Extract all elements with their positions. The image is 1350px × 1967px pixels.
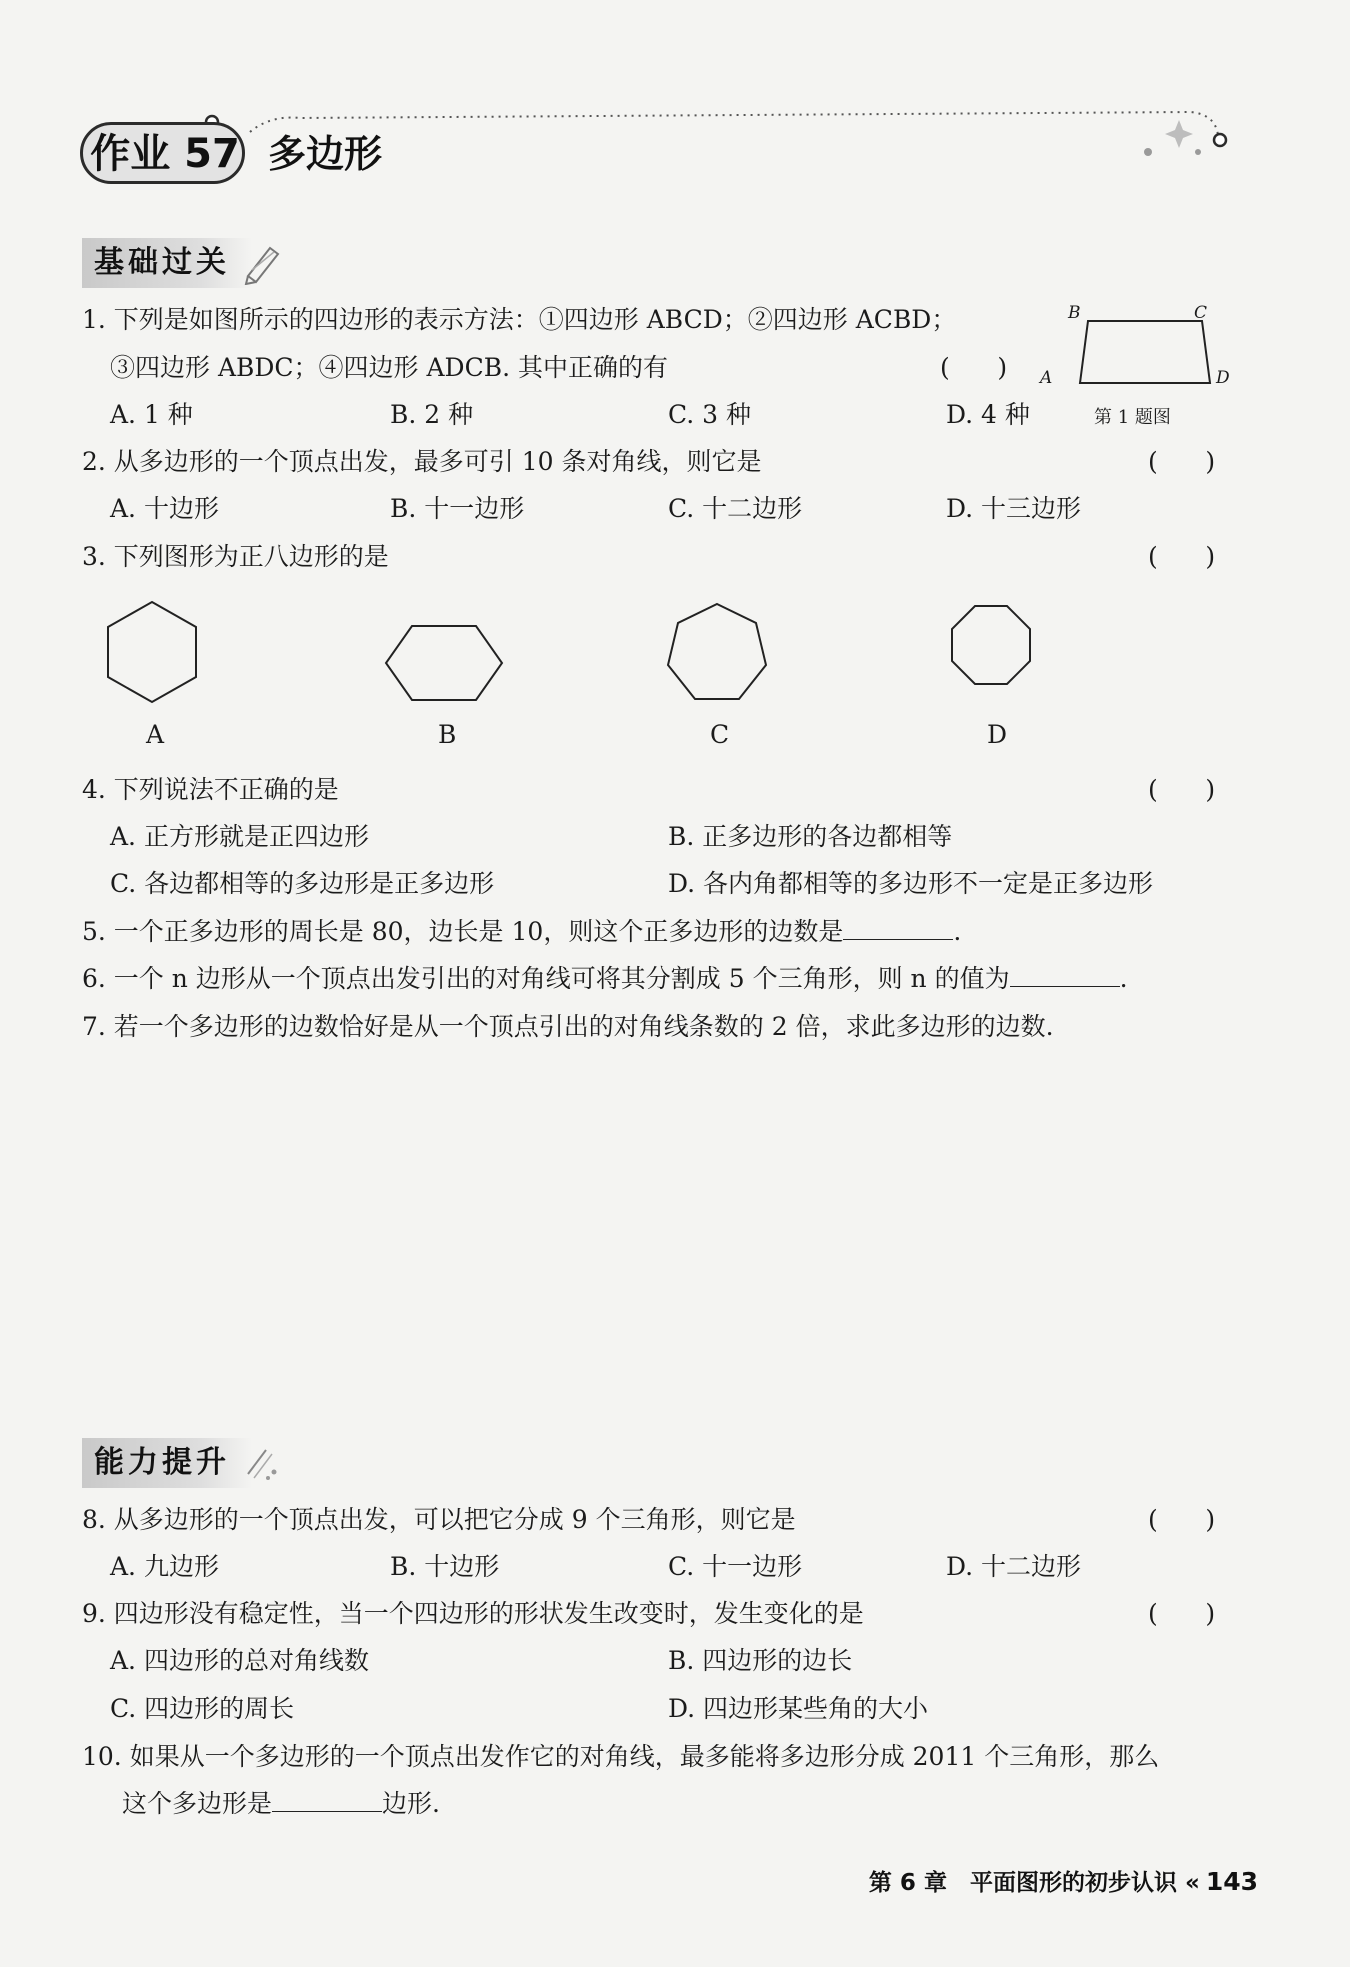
- q2-option-b: B. 十一边形: [390, 494, 525, 523]
- q6-text: 6. 一个 n 边形从一个顶点出发引出的对角线可将其分割成 5 个三角形，则 n 的值为: [82, 964, 1010, 993]
- q6-answer-blank[interactable]: [1010, 962, 1120, 987]
- q5-text: 5. 一个正多边形的周长是 80，边长是 10，则这个正多边形的边数是: [82, 917, 844, 946]
- q1-answer-paren: ( ): [940, 353, 1008, 382]
- q7-text: 7. 若一个多边形的边数恰好是从一个顶点引出的对角线条数的 2 倍，求此多边形的边数.: [82, 1012, 1054, 1041]
- q2-option-d: D. 十三边形: [946, 494, 1082, 523]
- q3-label-d: D: [987, 720, 1008, 749]
- q4-option-c: C. 各边都相等的多边形是正多边形: [110, 869, 495, 898]
- q4-text: 4. 下列说法不正确的是: [82, 775, 339, 804]
- q3-label-b: B: [438, 720, 457, 749]
- q8-option-b: B. 十边形: [390, 1552, 500, 1581]
- q1-option-c: C. 3 种: [668, 400, 751, 429]
- q2-option-a: A. 十边形: [110, 494, 219, 523]
- q3-label-c: C: [710, 720, 730, 749]
- q6-end: .: [1119, 964, 1128, 993]
- q1-option-d: D. 4 种: [946, 400, 1030, 429]
- q2-option-c: C. 十二边形: [668, 494, 803, 523]
- q9-text: 9. 四边形没有稳定性，当一个四边形的形状发生改变时，发生变化的是: [82, 1599, 864, 1628]
- q3-answer-paren: ( ): [1148, 542, 1216, 571]
- q5-line: [82, 915, 961, 949]
- assignment-label: 作业 57: [90, 131, 240, 177]
- q4-answer-paren: ( ): [1148, 775, 1216, 804]
- q9-option-c: C. 四边形的周长: [110, 1694, 295, 1723]
- q10-text-pre: 这个多边形是: [122, 1789, 273, 1818]
- page-title: 多边形: [268, 132, 383, 176]
- q3-heptagon-c: [668, 604, 766, 699]
- q1-option-b: B. 2 种: [390, 400, 474, 429]
- page-footer: [869, 1862, 1258, 1902]
- section-basic: 基础过关: [82, 238, 252, 288]
- q4-option-d: D. 各内角都相等的多边形不一定是正多边形: [668, 869, 1154, 898]
- q8-option-c: C. 十一边形: [668, 1552, 803, 1581]
- q10-text-post: 边形.: [382, 1789, 440, 1818]
- q5-answer-blank[interactable]: [843, 915, 953, 940]
- q2-answer-paren: ( ): [1148, 447, 1216, 476]
- q8-option-d: D. 十二边形: [946, 1552, 1082, 1581]
- section-advanced: 能力提升: [82, 1438, 252, 1488]
- q1-point-d: D: [1216, 368, 1230, 388]
- q2-text: 2. 从多边形的一个顶点出发，最多可引 10 条对角线，则它是: [82, 447, 762, 476]
- q5-end: .: [953, 917, 962, 946]
- q3-hexagon-b: [386, 626, 502, 700]
- q6-line: [82, 962, 1128, 996]
- q3-octagon-d: [952, 606, 1030, 684]
- q10-text-line1: 10. 如果从一个多边形的一个顶点出发作它的对角线，最多能将多边形分成 2011 个三角形，那么: [82, 1742, 1160, 1771]
- q10-line2: [122, 1787, 440, 1821]
- q9-option-a: A. 四边形的总对角线数: [110, 1646, 369, 1675]
- q8-text: 8. 从多边形的一个顶点出发，可以把它分成 9 个三角形，则它是: [82, 1505, 796, 1534]
- q9-answer-paren: ( ): [1148, 1599, 1216, 1628]
- q9-option-b: B. 四边形的边长: [668, 1646, 853, 1675]
- q10-answer-blank[interactable]: [272, 1787, 382, 1812]
- q3-label-a: A: [146, 720, 165, 749]
- q1-figure-caption: 第 1 题图: [1094, 407, 1171, 428]
- q3-polygon-figures: [0, 590, 1350, 720]
- q1-text-line1: 1. 下列是如图所示的四边形的表示方法：①四边形 ABCD；②四边形 ACBD；: [82, 305, 957, 334]
- q4-option-a: A. 正方形就是正四边形: [110, 822, 369, 851]
- q1-point-b: B: [1068, 303, 1081, 323]
- q1-point-c: C: [1194, 303, 1208, 323]
- q3-text: 3. 下列图形为正八边形的是: [82, 542, 389, 571]
- q1-text-line2: ③四边形 ABDC；④四边形 ADCB. 其中正确的有: [110, 353, 668, 382]
- sparkle-icon: [238, 1440, 283, 1485]
- q3-hexagon-a: [108, 602, 196, 702]
- page-number: 143: [1205, 1867, 1258, 1896]
- q9-option-d: D. 四边形某些角的大小: [668, 1694, 929, 1723]
- pencil-icon: [240, 240, 285, 285]
- q1-option-a: A. 1 种: [110, 400, 193, 429]
- q1-point-a: A: [1040, 368, 1053, 388]
- q8-answer-paren: ( ): [1148, 1505, 1216, 1534]
- q8-option-a: A. 九边形: [110, 1552, 219, 1581]
- q4-option-b: B. 正多边形的各边都相等: [668, 822, 953, 851]
- chapter-title: 第 6 章 平面图形的初步认识 «: [868, 1870, 1200, 1896]
